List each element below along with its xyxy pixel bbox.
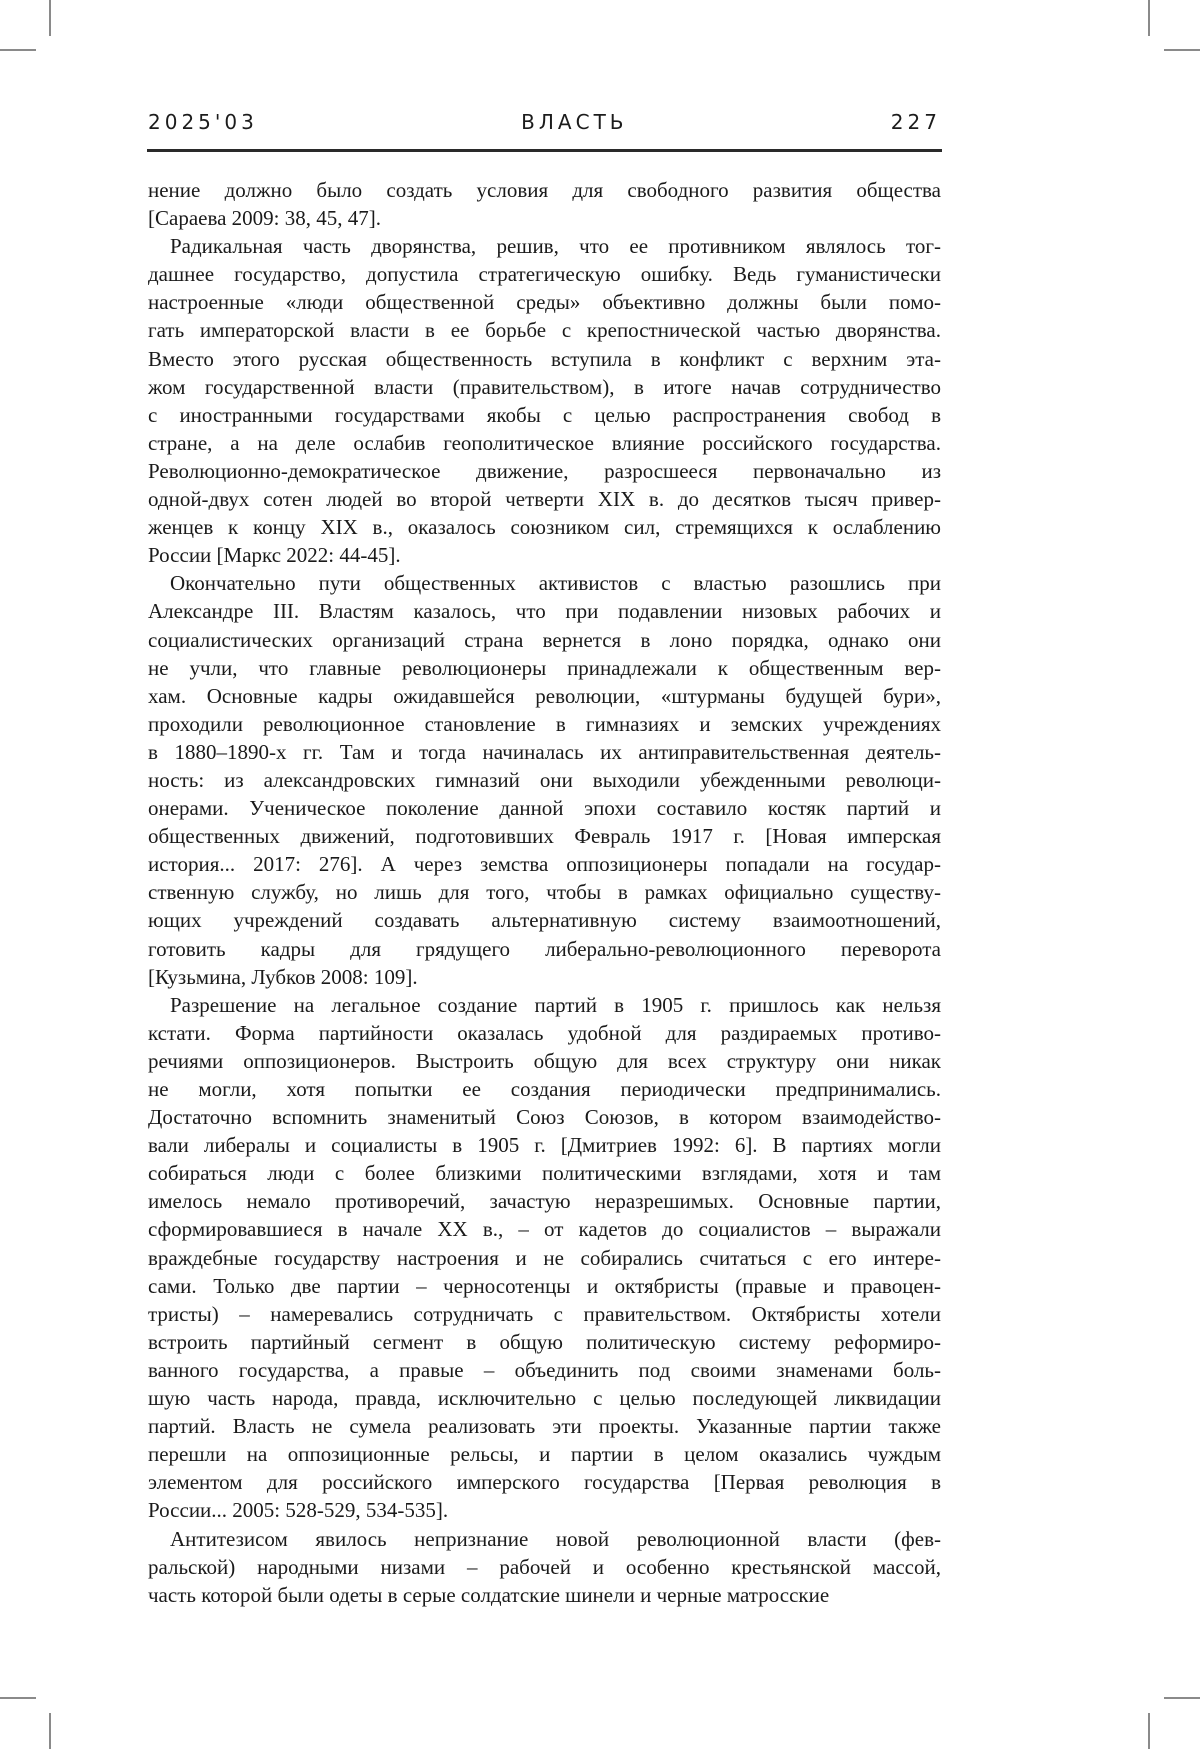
text-line: сформировавшиеся в начале XX в., – от кадетов до социалистов – выражали <box>148 1217 941 1242</box>
text-line: Александре III. Властям казалось, что при подавлении низовых рабочих и <box>148 599 941 624</box>
text-line: [Сараева 2009: 38, 45, 47]. <box>148 206 381 231</box>
text-line: Революционно-демократическое движение, разросшееся первоначально из <box>148 458 941 483</box>
text-line: России [Маркс 2022: 44-45]. <box>148 543 401 568</box>
page-header <box>148 110 941 134</box>
text-line: история... 2017: 276]. А через земства оппозиционеры попадали на государ- <box>148 852 941 877</box>
paragraph <box>148 569 941 990</box>
text-line: Вместо этого русская общественность вступила в конфликт с верхним эта- <box>148 346 941 371</box>
text-line: враждебные государству настроения и не собирались считаться с его интере- <box>148 1245 941 1270</box>
text-line: Радикальная часть дворянства, решив, что ее противником являлось тог- <box>170 234 941 259</box>
text-line: встроить партийный сегмент в общую политическую систему реформиро- <box>148 1329 941 1354</box>
header-rule <box>147 149 942 152</box>
crop-mark-bottom-left-vertical <box>49 1713 51 1749</box>
text-line: ющих учреждений создавать альтернативную систему взаимоотношений, <box>148 908 941 933</box>
text-line: Окончательно пути общественных активистов с властью разошлись при <box>170 571 941 596</box>
text-line: элементом для российского имперского государства [Первая революция в <box>148 1470 941 1495</box>
text-line: шую часть народа, правда, исключительно с целью последующей ликвидации <box>148 1386 941 1411</box>
text-line: женцев к концу XIX в., оказалось союзником сил, стремящихся к ослаблению <box>148 515 941 540</box>
text-line: ванного государства, а правые – объединить под своими знаменами боль- <box>148 1357 941 1382</box>
text-line: жом государственной власти (правительством), в итоге начав сотрудничество <box>148 374 941 399</box>
crop-mark-bottom-left-horizontal <box>0 1697 36 1699</box>
text-line: настроенные «люди общественной среды» объективно должны были помо- <box>148 290 941 315</box>
text-line: Достаточно вспомнить знаменитый Союз Союзов, в котором взаимодейство- <box>148 1105 941 1130</box>
paragraph <box>148 176 941 232</box>
text-line: России... 2005: 528-529, 534-535]. <box>148 1498 449 1523</box>
text-line: ральской) народными низами – рабочей и особенно крестьянской массой, <box>148 1554 941 1579</box>
text-line: кстати. Форма партийности оказалась удобной для раздираемых противо- <box>148 1020 941 1045</box>
text-line: не учли, что главные революционеры принадлежали к общественным вер- <box>148 655 941 680</box>
text-line: стране, а на деле ослабив геополитическое влияние российского государства. <box>148 430 941 455</box>
text-line: не могли, хотя попытки ее создания периодически предпринимались. <box>148 1077 941 1101</box>
text-line: Разрешение на легальное создание партий в 1905 г. пришлось как нельзя <box>170 992 941 1017</box>
text-line: [Кузьмина, Лубков 2008: 109]. <box>148 964 418 989</box>
text-line: ность: из александровских гимназий они выходили убежденными революци- <box>148 767 941 792</box>
text-line: в 1880–1890-х гг. Там и тогда начиналась их антиправительственная деятель- <box>148 739 941 764</box>
text-line: социалистических организаций страна вернется в лоно порядка, однако они <box>148 627 941 652</box>
crop-mark-top-left-vertical <box>49 0 51 36</box>
text-line: перешли на оппозиционные рельсы, и партии в целом оказались чуждым <box>148 1442 941 1467</box>
crop-mark-top-right-vertical <box>1148 0 1150 36</box>
text-line: нение должно было создать условия для свободного развития общества <box>148 178 941 202</box>
text-line: Антитезисом явилось непризнание новой революционной власти (фев- <box>170 1526 941 1551</box>
text-line: ственную службу, но лишь для того, чтобы в рамках официально существу- <box>148 880 941 905</box>
article-body <box>148 176 941 1609</box>
text-line: хам. Основные кадры ожидавшейся революции, «штурманы будущей бури», <box>148 683 941 708</box>
text-line: проходили революционное становление в гимназиях и земских учреждениях <box>148 711 941 736</box>
text-line: собираться люди с более близкими политическими взглядами, хотя и там <box>148 1161 941 1186</box>
text-line: одной-двух сотен людей во второй четверти XIX в. до десятков тысяч привер- <box>148 487 941 512</box>
text-line: дашнее государство, допустила стратегическую ошибку. Ведь гуманистически <box>148 262 941 287</box>
text-line: гать императорской власти в ее борьбе с крепостнической частью дворянства. <box>148 318 941 343</box>
issue-label: 2025'03 <box>148 110 258 134</box>
crop-mark-top-right-horizontal <box>1164 49 1200 51</box>
crop-mark-bottom-right-horizontal <box>1164 1697 1200 1699</box>
crop-mark-top-left-horizontal <box>0 49 36 51</box>
text-line: готовить кадры для грядущего либерально-революционного переворота <box>148 936 941 961</box>
text-line: часть которой были одеты в серые солдатские шинели и черные матросские <box>148 1582 830 1607</box>
paragraph <box>148 1525 941 1609</box>
text-line: речиями оппозиционеров. Выстроить общую для всех структуру они никак <box>148 1048 941 1073</box>
text-line: вали либералы и социалисты в 1905 г. [Дмитриев 1992: 6]. В партиях могли <box>148 1133 941 1158</box>
text-line: онерами. Ученическое поколение данной эпохи составило костяк партий и <box>148 796 941 821</box>
text-line: имелось немало противоречий, зачастую неразрешимых. Основные партии, <box>148 1189 941 1214</box>
paragraph <box>148 991 941 1525</box>
journal-title: ВЛАСТЬ <box>521 110 628 134</box>
text-line: сами. Только две партии – черносотенцы и октябристы (правые и правоцен- <box>148 1273 941 1298</box>
paragraph <box>148 232 941 569</box>
text-line: общественных движений, подготовивших Февраль 1917 г. [Новая имперская <box>148 824 941 849</box>
text-line: тристы) – намеревались сотрудничать с правительством. Октябристы хотели <box>148 1301 941 1326</box>
crop-mark-bottom-right-vertical <box>1148 1713 1150 1749</box>
page-number: 227 <box>890 110 941 134</box>
text-line: с иностранными государствами якобы с целью распространения свобод в <box>148 402 941 427</box>
text-line: партий. Власть не сумела реализовать эти проекты. Указанные партии также <box>148 1414 941 1439</box>
